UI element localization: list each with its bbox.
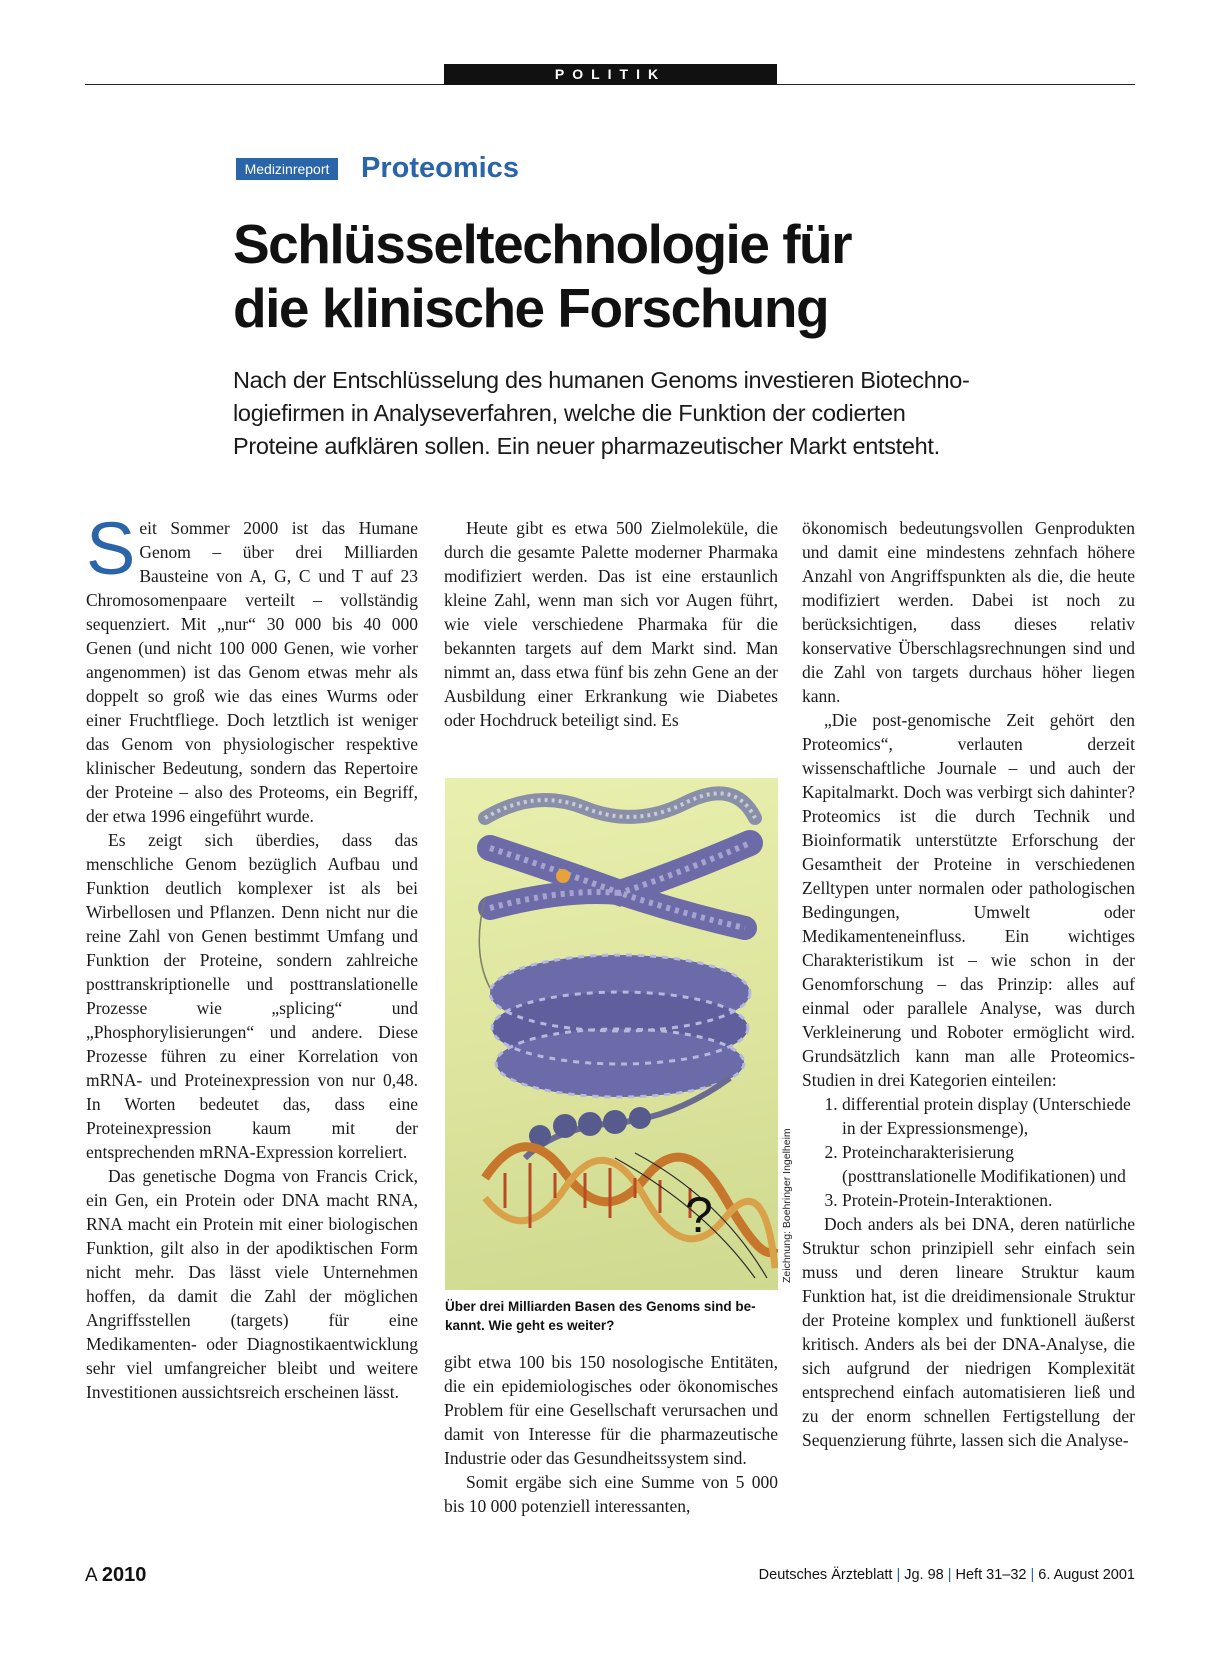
category-list bbox=[802, 1092, 1135, 1212]
journal-volume: Jg. 98 bbox=[904, 1567, 944, 1583]
dna-helix-icon bbox=[485, 1147, 775, 1278]
rubric-badge: Medizinreport bbox=[236, 158, 338, 180]
drop-cap: S bbox=[86, 507, 136, 590]
paragraph: „Die post-genomische Zeit gehört den Proteomics“, verlauten derzeit wissenschaftliche Journale – und auch der Kapitalmarkt. Doch was verbirgt sich dahinter? Proteomics ist die durch Technik und Bioinformatik unterstützte Erforschung der Gesamtheit der Proteine in verschiedenen Zelltypen unter normalen oder pathologischen Bedingungen, Umwelt oder Medikamenteneinfluss. Ein wichtiges Charakteristikum ist – wie schon in der Genomforschung – das Prinzip: alles auf einmal oder parallele Analyse, was durch Verkleinerung und Roboter ermöglicht wird. Grundsätzlich kann man alle Proteomics-Studien in drei Kategorien einteilen: bbox=[802, 710, 1135, 1090]
figure-caption bbox=[445, 1297, 781, 1335]
article-lead bbox=[233, 364, 1133, 463]
chromosome-icon bbox=[490, 843, 750, 928]
paragraph: gibt etwa 100 bis 150 nosologische Entitäten, die ein epidemiologisches oder ökonomisches Problem für eine Gesellschaft verursachen und damit von Interesse für die pharmazeutische Industrie oder das Gesundheitssystem sind. bbox=[444, 1352, 778, 1468]
paragraph: Seit Sommer 2000 ist das Humane Genom – über drei Milliarden Bausteine von A, G, C und T auf 23 Chromosomenpaare verteilt – vollständig sequenziert. Mit „nur“ 30 000 bis 40 000 Genen (und nicht 100 000 Genen, wie vorher angenommen) ist das Genom etwas mehr als doppelt so groß wie das eines Wurms oder einer Fruchtfliege. Doch letztlich ist weniger das Genom von physiologischer respektive klinischer Bedeutung, sondern das Repertoire der Proteine – also des Proteoms, ein Begriff, der etwa 1996 eingeführt wurde. bbox=[86, 507, 418, 826]
journal-footer: Deutsches Ärzteblatt | Jg. 98 | Heft 31–32 | 6. August 2001 bbox=[758, 1567, 1135, 1583]
chromatin-ribbon-icon bbox=[485, 793, 755, 818]
article-headline bbox=[233, 212, 1133, 340]
page-number bbox=[85, 1564, 146, 1587]
text-column-3 bbox=[802, 516, 1135, 1452]
paragraph: Heute gibt es etwa 500 Zielmoleküle, die durch die gesamte Palette moderner Pharmaka modifiziert werden. Das ist eine erstaunlich kleine Zahl, wenn man sich vor Augen führt, wie viele verschiedene Pharmaka für die bekannten targets auf dem Markt sind. Man nimmt an, dass etwa fünf bis zehn Gene an der Ausbildung einer Erkrankung wie Diabetes oder Hochdruck beteiligt sind. Es bbox=[444, 518, 778, 730]
lead-line: Nach der Entschlüsselung des humanen Genoms investieren Biotechno- bbox=[233, 367, 970, 393]
paragraph: Es zeigt sich überdies, dass das menschliche Genom bezüglich Aufbau und Funktion deutlich komplexer ist als bei Wirbellosen und Pflanzen. Denn nicht nur die reine Zahl von Genen bestimmt Umfang und Funktion der Proteine, sondern zahlreiche posttranskriptionelle und posttranslationelle Prozesse wie „splicing“ und „Phosphorylisierungen“ und andere. Diese Prozesse führen zu einer Korrelation von mRNA- und Proteinexpression von nur 0,48. In Worten bedeutet das, dass eine Proteinexpression kaum mit der entsprechenden mRNA-Expression korreliert. bbox=[86, 830, 418, 1162]
lead-line: logiefirmen in Analyseverfahren, welche die Funktion der codierten bbox=[233, 400, 906, 426]
list-item: 2. Proteincharakterisierung (posttranslationelle Modifikationen) und bbox=[842, 1140, 1135, 1188]
headline-line: Schlüsseltechnologie für bbox=[233, 213, 852, 275]
paragraph: ökonomisch bedeutungsvollen Genprodukten und damit eine mindestens zehnfach höhere Anzahl von Angriffspunkten als die, die heute modifiziert werden. Dabei ist noch zu berücksichtigen, dass dieses relativ konservative Überschlagsrechnungen sind und die Zahl von targets durchaus höher liegen kann. bbox=[802, 518, 1135, 706]
caption-line: Über drei Milliarden Basen des Genoms sind be- bbox=[445, 1299, 756, 1314]
list-item: 3. Protein-Protein-Interaktionen. bbox=[842, 1188, 1135, 1212]
paragraph: Somit ergäbe sich eine Summe von 5 000 bis 10 000 potenziell interessanten, bbox=[444, 1472, 778, 1516]
solenoid-coil-icon bbox=[490, 955, 750, 1097]
journal-date: 6. August 2001 bbox=[1038, 1567, 1135, 1583]
text-column-2-bottom bbox=[444, 1350, 778, 1518]
text-column-2-top bbox=[444, 516, 778, 732]
section-label: POLITIK bbox=[444, 64, 777, 85]
image-credit: Zeichnung: Boehringer Ingelheim bbox=[781, 1128, 793, 1283]
caption-line: kannt. Wie geht es weiter? bbox=[445, 1318, 615, 1333]
lead-line: Proteine aufklären sollen. Ein neuer pharmazeutischer Markt entsteht. bbox=[233, 433, 940, 459]
dna-chromosome-drawing bbox=[445, 778, 778, 1290]
dna-illustration bbox=[445, 778, 778, 1290]
page-number-value: 2010 bbox=[101, 1564, 147, 1586]
list-item: 1. differential protein display (Unterschiede in der Expressionsmenge), bbox=[842, 1092, 1135, 1140]
journal-name: Deutsches Ärzteblatt bbox=[758, 1567, 893, 1583]
journal-issue: Heft 31–32 bbox=[955, 1567, 1027, 1583]
question-mark: ? bbox=[685, 1187, 713, 1243]
text-column-1 bbox=[86, 507, 418, 1404]
paragraph: Das genetische Dogma von Francis Crick, ein Gen, ein Protein oder DNA macht RNA, RNA macht ein Protein mit einer biologischen Funktion, gilt also in der apodiktischen Form nicht mehr. Das lässt viele Unternehmen hoffen, da damit die Zahl der möglichen Angriffsstellen (targets) für eine Medikamenten- oder Diagnostikaentwicklung sehr viel umfangreicher bleibt und weitere Investitionen aussichtsreich erscheinen lässt. bbox=[86, 1166, 418, 1402]
page-prefix: A bbox=[85, 1565, 97, 1586]
article-kicker: Proteomics bbox=[361, 152, 519, 184]
paragraph: Doch anders als bei DNA, deren natürliche Struktur schon prinzipiell sehr einfach sein muss und deren lineare Struktur kaum Funktion hat, ist die dreidimensionale Struktur der Proteine komplex und funktionell äußerst kritisch. Anders als bei der DNA-Analyse, die sich aufgrund der niedrigen Komplexität entsprechend einfach automatisieren ließ und zu der enorm schnellen Fertigstellung der Sequenzierung führte, lassen sich die Analyse- bbox=[802, 1214, 1135, 1450]
headline-line: die klinische Forschung bbox=[233, 277, 829, 339]
